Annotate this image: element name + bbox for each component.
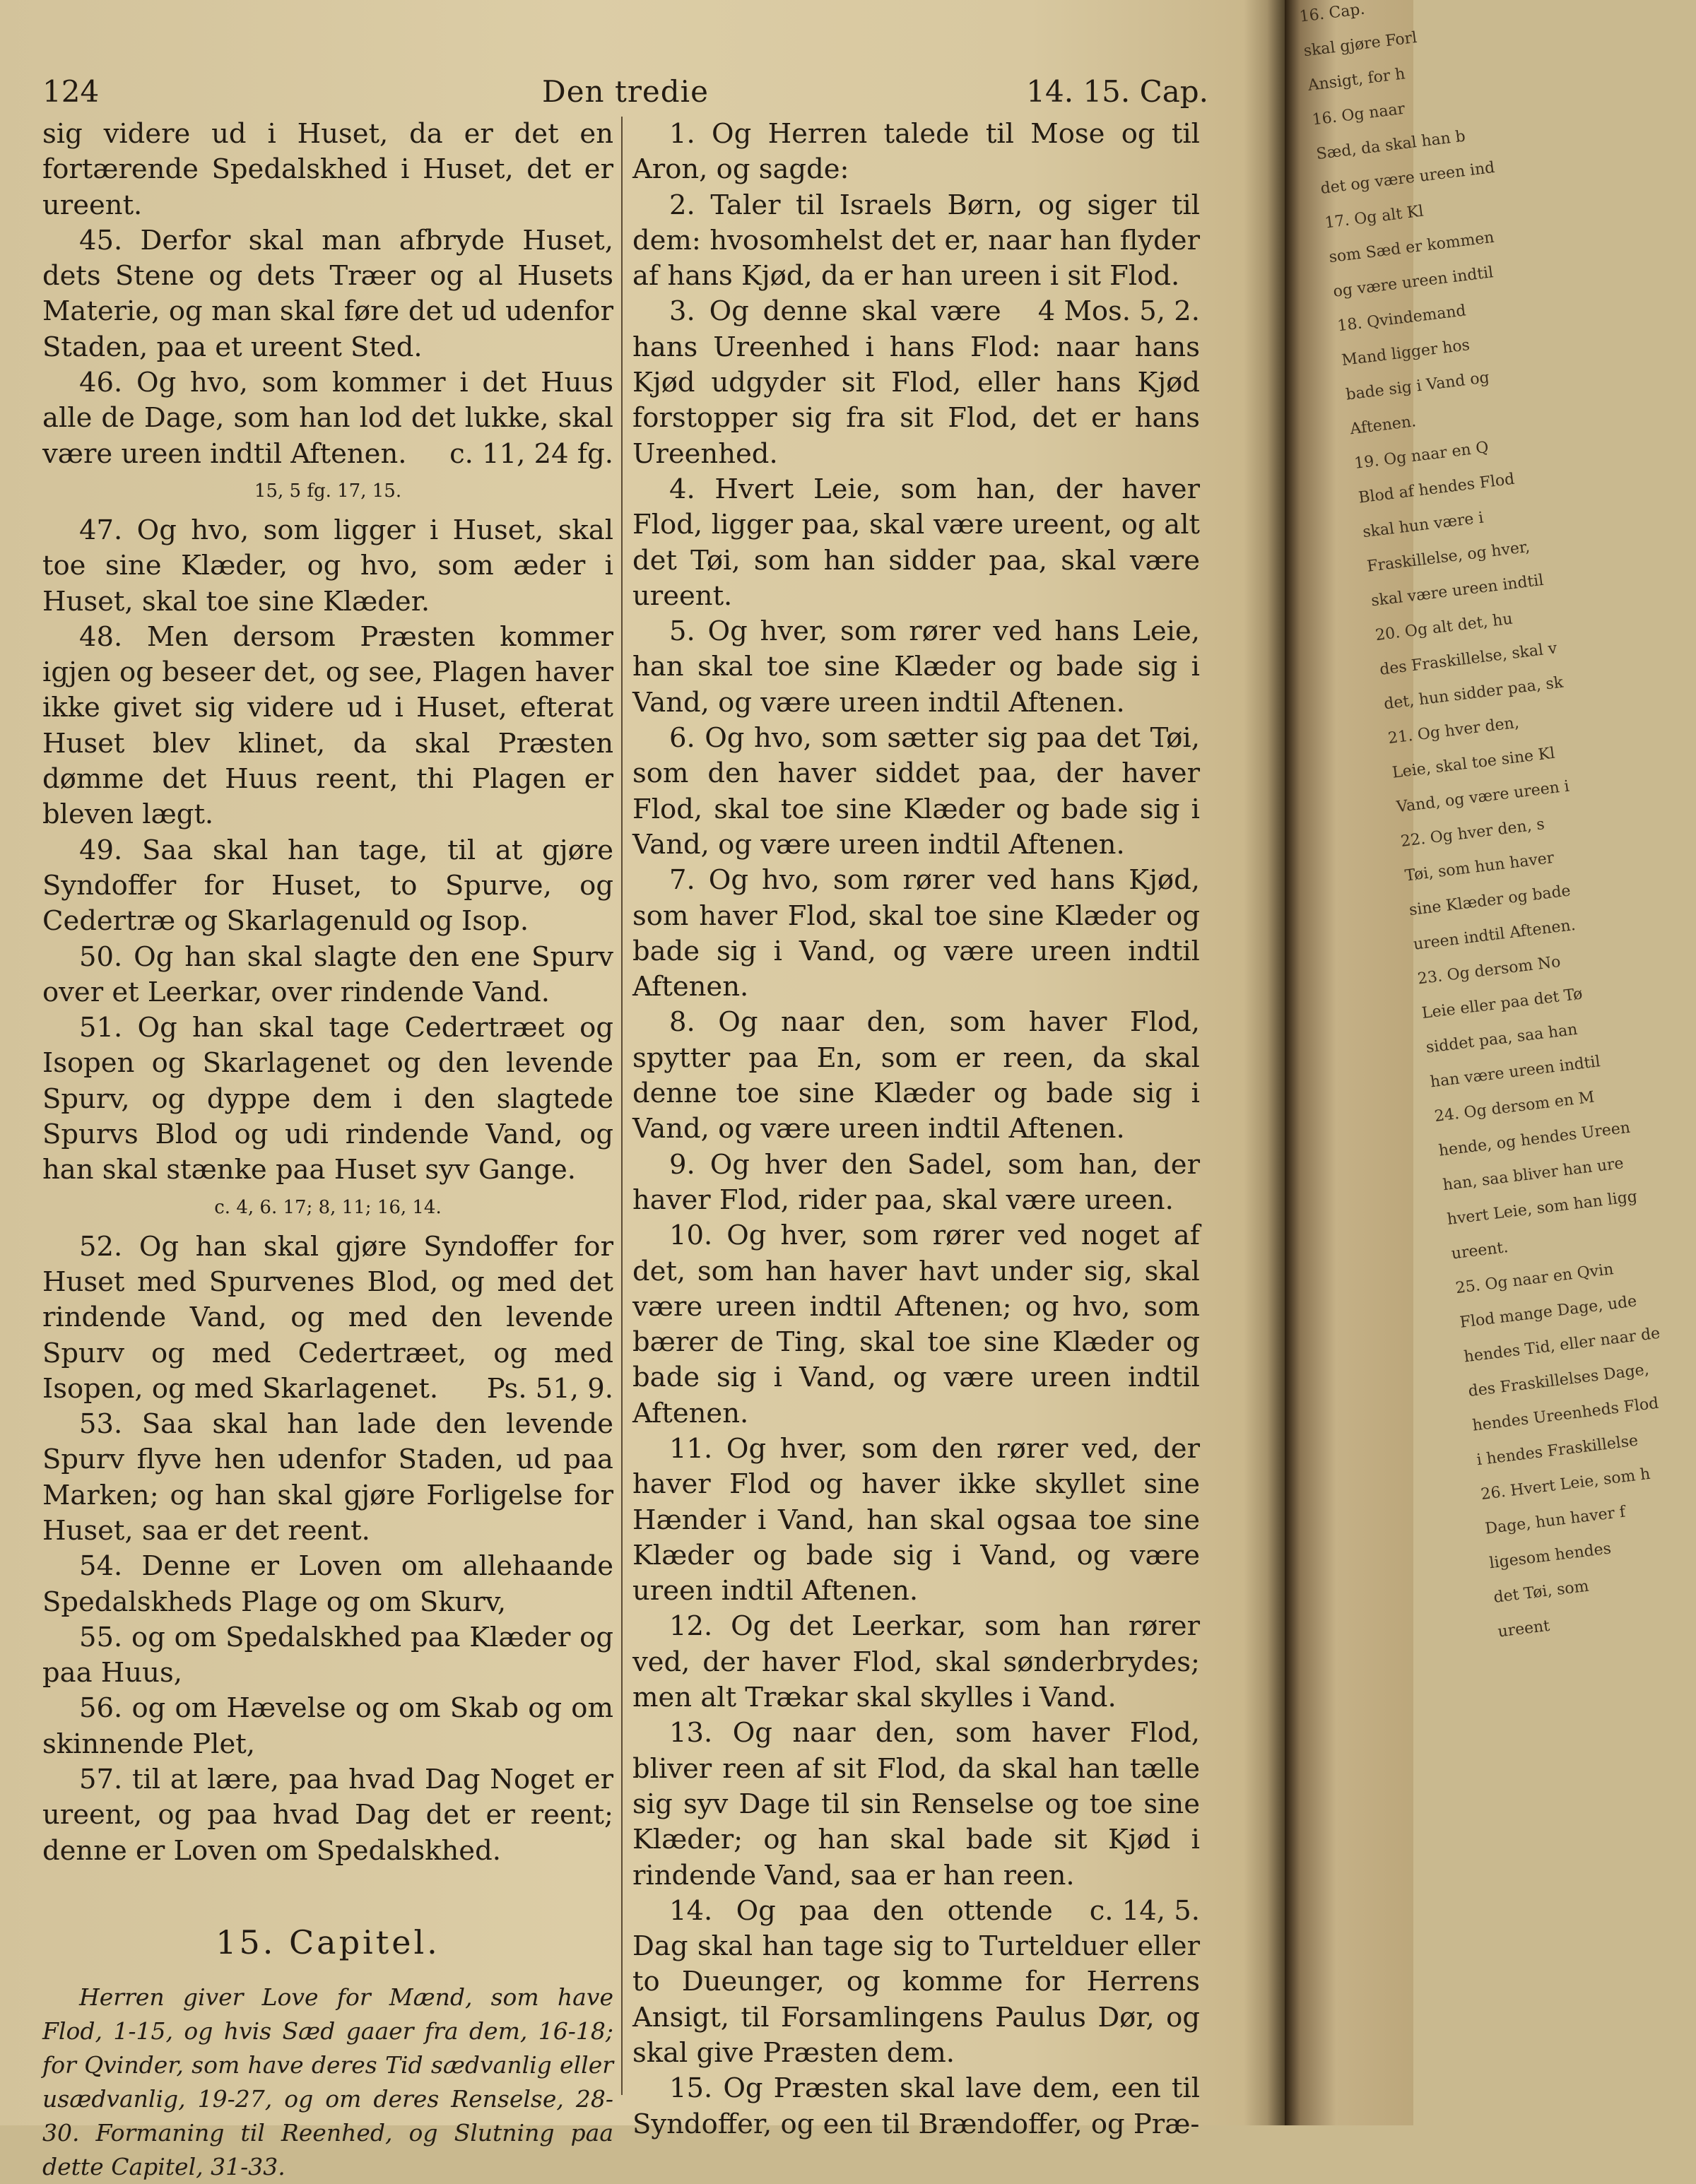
left-column — [42, 117, 613, 2184]
verse-46 — [42, 365, 613, 472]
verse-6 — [632, 721, 1200, 863]
facing-page-line: skal hun være i — [1362, 509, 1485, 542]
verse-1 — [632, 117, 1200, 188]
facing-page-line: hendes Ureenheds Flod — [1471, 1394, 1660, 1435]
facing-page-line: 22. Og hver den, s — [1399, 815, 1546, 851]
verse-number: 47. — [79, 514, 123, 546]
verse-number: 14. — [669, 1894, 713, 1927]
verse-number: 3. — [669, 295, 695, 328]
verse-text: Og naar den, som haver Flod, bliver reen af sit Flod, da skal han tælle sig syv Dage til sin Renselse og toe sine Klæder; og han skal bade sit Kjød i rindende Vand, saa er han reen. — [632, 1717, 1200, 1891]
facing-page-line: ureent — [1497, 1617, 1551, 1641]
facing-page-line: ligesom hendes — [1488, 1540, 1613, 1573]
facing-page-line: des Fraskillelses Dage, — [1467, 1360, 1650, 1401]
facing-page-line: 19. Og naar en Q — [1353, 438, 1490, 473]
verse-53 — [42, 1407, 613, 1549]
verse-number: 56. — [79, 1692, 123, 1725]
facing-page-line: Fraskillelse, og hver, — [1366, 538, 1531, 576]
verse-text: Og han skal gjøre Syndoffer for Huset med Spurvenes Blod, og med det rindende Vand, og med den levende Spurv og med Cedertræet, og med Isopen, og med Skarlagenet. — [42, 1230, 613, 1405]
chapter-reference: 14. 15. Cap. — [1026, 74, 1208, 109]
verse-text: Og hver, som rører ved hans Leie, han skal toe sine Klæder og bade sig i Vand, og være ureen indtil Aftenen. — [632, 615, 1200, 719]
facing-page-line: Vand, og være ureen i — [1395, 777, 1571, 817]
facing-page-line: Leie, skal toe sine Kl — [1391, 744, 1556, 782]
facing-page-line: Aftenen. — [1349, 413, 1418, 439]
facing-page-line: skal gjøre Forl — [1302, 28, 1418, 61]
facing-page-line: det, hun sidder paa, sk — [1382, 673, 1565, 714]
facing-page-line: Sæd, da skal han b — [1315, 127, 1467, 164]
verse-number: 11. — [669, 1432, 713, 1465]
verse-number: 45. — [79, 224, 123, 256]
facing-page-line: som Sæd er kommen — [1328, 228, 1495, 267]
verse-8 — [632, 1005, 1200, 1147]
facing-page-line: i hendes Fraskillelse — [1476, 1432, 1639, 1470]
verse-number: 57. — [79, 1764, 123, 1796]
footnote: c. 4, 6. 17; 8, 11; 16, 14. — [214, 1196, 442, 1218]
facing-page-line: 17. Og alt Kl — [1324, 202, 1425, 232]
verse-55 — [42, 1620, 613, 1692]
verse-15 — [632, 2071, 1200, 2142]
verse-number: 55. — [79, 1621, 123, 1653]
facing-page-line: bade sig i Vand og — [1345, 368, 1490, 404]
facing-page-line: ureen indtil Aftenen. — [1412, 916, 1577, 954]
facing-page-line: Tøi, som hun haver — [1403, 849, 1555, 885]
verse-number: 12. — [669, 1610, 713, 1643]
verse-text: Men dersom Præsten kommer igjen og beseer det, og see, Plagen haver ikke givet sig videre ud i Huset, efterat Huset blev klinet, da skal Præsten dømme det Huus reent, thi Plagen er bleven lægt. — [42, 620, 613, 831]
facing-page-line: og være ureen indtil — [1332, 264, 1495, 301]
verse-number: 6. — [669, 722, 695, 755]
verse-text: Og det Leerkar, som han rører ved, der haver Flod, skal sønderbrydes; men alt Trækar skal skylles i Vand. — [632, 1610, 1200, 1714]
cross-reference: Ps. 51, 9. — [486, 1372, 613, 1405]
facing-page-line: det og være ureen ind — [1319, 158, 1496, 198]
verse-text: og om Spedalskhed paa Klæder og paa Huus, — [42, 1621, 613, 1689]
verse-text: Og hvo, som ligger i Huset, skal toe sine Klæder, og hvo, som æder i Huset, skal toe sine Klæder. — [42, 514, 614, 618]
facing-page-line: Blod af hendes Flod — [1358, 470, 1516, 507]
verse-text: Hvert Leie, som han, der haver Flod, ligger paa, skal være ureent, og alt det Tøi, som han sidder paa, skal være ureent. — [632, 473, 1200, 612]
verse-number: 9. — [669, 1148, 695, 1181]
verse-number: 15. — [669, 2072, 713, 2105]
verse-text: til at lære, paa hvad Dag Noget er ureent, og paa hvad Dag det er reent; denne er Loven om Spedalskhed. — [42, 1764, 613, 1867]
verse-text: Og han skal tage Cedertræet og Isopen og Skarlagenet og den levende Spurv, og dyppe dem i den slagtede Spurvs Blod og udi rindende Vand, og han skal stænke paa Huset syv Gange. — [42, 1012, 613, 1186]
verse-4 — [632, 472, 1200, 614]
verse-12 — [632, 1609, 1200, 1716]
facing-page-line: skal være ureen indtil — [1370, 571, 1545, 610]
facing-page-line: 21. Og hver den, — [1386, 714, 1521, 748]
facing-page-line: 16. Og naar — [1311, 100, 1406, 129]
facing-page-line: Mand ligger hos — [1341, 336, 1471, 370]
page-number: 124 — [42, 74, 100, 109]
verse-number: 48. — [79, 620, 123, 653]
facing-page-line: 23. Og dersom No — [1416, 952, 1562, 988]
verse-13 — [632, 1716, 1200, 1927]
verse-number: 52. — [79, 1230, 123, 1263]
facing-page-line: det Tøi, som — [1492, 1577, 1590, 1607]
facing-page-line: han, saa bliver han ure — [1442, 1155, 1625, 1195]
verse-54 — [42, 1549, 613, 1620]
cross-reference: c. 14, 5. — [1089, 1894, 1200, 1927]
verse-number: 1. — [669, 118, 695, 150]
verse-57 — [42, 1762, 613, 1869]
verse-number: 54. — [79, 1550, 123, 1583]
verse-text: Og Herren talede til Mose og til Aron, og sagde: — [632, 118, 1200, 186]
verse-10 — [632, 1218, 1200, 1432]
verse-text: Og hver den Sadel, som han, der haver Flod, rider paa, skal være ureen. — [632, 1148, 1200, 1216]
verse-text: og om Hævelse og om Skab og om skinnende Plet, — [42, 1692, 613, 1760]
facing-page-line: han være ureen indtil — [1429, 1053, 1601, 1092]
verse-text: Og denne skal være hans Ureenhed i hans Flod: naar hans Kjød udgyder sit Flod, eller hans Kjød forstopper sig fra sit Flod, det er hans Ureenhed. — [632, 295, 1200, 470]
verse-text: Denne er Loven om allehaande Spedalskheds Plage og om Skurv, — [42, 1550, 613, 1618]
page-gutter-shadow — [1244, 0, 1286, 2125]
verse-text: Saa skal han lade den levende Spurv flyve hen udenfor Staden, ud paa Marken; og han skal gjøre Forligelse for Huset, saa er det reent. — [42, 1408, 613, 1547]
verse-number: 13. — [669, 1717, 713, 1749]
verse-number: 10. — [669, 1220, 713, 1252]
facing-page-line: 16. Cap. — [1298, 0, 1366, 26]
verse-number: 50. — [79, 940, 123, 973]
verse-number: 53. — [79, 1408, 123, 1441]
facing-page-line: siddet paa, saa han — [1425, 1020, 1579, 1057]
verse-47 — [42, 513, 613, 620]
chapter-heading: 15. Capitel. — [216, 1923, 440, 1961]
verse-number: 7. — [669, 864, 695, 897]
verse-text: Taler til Israels Børn, og siger til dem: hvosomhelst det er, naar han flyder af hans Kjød, da er han ureen i sit Flod. — [632, 189, 1200, 293]
facing-page-line: 20. Og alt det, hu — [1374, 610, 1514, 645]
chapter-summary: Herren giver Love for Mænd, som have Flod, 1-15, og hvis Sæd gaaer fra dem, 16-18; for Qvinder, som have deres Tid sædvanlig eller usædvanlig, 19-27, og om deres Renselse, 28-30. Formaning til Reenhed, og Slutning paa dette Capitel, 31-33. — [42, 1983, 613, 2180]
facing-page-line: Flod mange Dage, ude — [1459, 1292, 1638, 1332]
facing-page-line: hende, og hendes Ureen — [1437, 1118, 1632, 1160]
verse-number: 49. — [79, 834, 123, 866]
footnote: 15, 5 fg. 17, 15. — [254, 480, 402, 502]
verse-text: Og hvo, som sætter sig paa det Tøi, som den haver siddet paa, der haver Flod, skal toe sine Klæder og bade sig i Vand, og være ureen indtil Aftenen. — [632, 722, 1200, 861]
facing-page-edge — [1285, 0, 1661, 2125]
verse-48 — [42, 620, 613, 833]
verse-text: Derfor skal man afbryde Huset, dets Stene og dets Træer og al Husets Materie, og man skal føre det ud udenfor Staden, paa et ureent Sted. — [42, 224, 613, 363]
verse-text: Og paa den ottende Dag skal han tage sig to Turtelduer eller to Dueunger, og komme for Herrens Ansigt, til Forsamlingens Paulus Dør, og skal give Præsten dem. — [632, 1894, 1200, 2070]
running-title: Den tredie — [542, 74, 709, 109]
verse-text: Og naar den, som haver Flod, spytter paa En, som er reen, da skal denne toe sine Klæder og bade sig i Vand, og være ureen indtil Aftenen. — [632, 1006, 1200, 1145]
facing-page-line: des Fraskillelse, skal v — [1378, 639, 1558, 679]
verse-text: Saa skal han tage, til at gjøre Syndoffer for Huset, to Spurve, og Cedertræ og Skarlagenuld og Isop. — [42, 834, 613, 938]
facing-page-line: hendes Tid, eller naar de — [1463, 1324, 1661, 1367]
running-header — [42, 71, 1208, 113]
verse-text: Og hver, som den rører ved, der haver Flod og haver ikke skyllet sine Hænder i Vand, han skal ogsaa toe sine Klæder og bade sig i Vand, og være ureen indtil Aftenen. — [632, 1432, 1200, 1607]
verse-text: Og Præsten skal lave dem, een til Syndoffer, og een til Brændoffer, og Præ- — [632, 2072, 1201, 2140]
facing-page-line: Dage, hun haver f — [1484, 1503, 1627, 1538]
facing-page-line: sine Klæder og bade — [1408, 882, 1572, 920]
verse-49 — [42, 833, 613, 940]
verse-text: Og hver, som rører ved noget af det, som han haver havt under sig, skal være ureen indtil Aftenen; og hvo, som bærer de Ting, skal toe sine Klæder og bade sig i Vand, og være ureen indtil Aftenen. — [632, 1220, 1200, 1429]
verse-56 — [42, 1691, 613, 1762]
facing-page-line: Ansigt, for h — [1307, 65, 1406, 95]
verse-text: Og han skal slagte den ene Spurv over et Leerkar, over rindende Vand. — [42, 940, 613, 1008]
verse-number: 5. — [669, 615, 695, 648]
facing-page-line: 26. Hvert Leie, som h — [1480, 1465, 1651, 1504]
verse-45 — [42, 223, 613, 365]
facing-page-line: Leie eller paa det Tø — [1420, 985, 1584, 1023]
verse-number: 46. — [79, 367, 123, 399]
verse-52 — [42, 1229, 613, 1407]
continuation-text: sig videre ud i Huset, da er det en fortærende Spedalskhed i Huset, det er ureent. — [42, 118, 613, 221]
verse-2 — [632, 188, 1200, 328]
verse-50 — [42, 940, 613, 1011]
right-column — [632, 117, 1200, 2142]
verse-text: Og hvo, som kommer i det Huus alle de Dage, som han lod det lukke, skal være ureen indtil Aftenen. — [42, 367, 613, 470]
facing-page-line: ureent. — [1450, 1238, 1509, 1263]
facing-page-text — [1297, 0, 1683, 1649]
verse-5 — [632, 614, 1200, 721]
verse-number: 2. — [669, 189, 695, 221]
verse-9 — [632, 1147, 1200, 1219]
verse-text: Og hvo, som rører ved hans Kjød, som haver Flod, skal toe sine Klæder og bade sig i Vand, og være ureen indtil Aftenen. — [632, 864, 1200, 1003]
facing-page-line: 18. Qvindemand — [1336, 302, 1467, 336]
verse-51 — [42, 1010, 613, 1188]
cross-reference: c. 11, 24 fg. — [449, 437, 613, 470]
cross-reference: 4 Mos. 5, 2. — [1037, 295, 1200, 328]
verse-number: 51. — [79, 1012, 123, 1044]
facing-page-line: hvert Leie, som han ligg — [1446, 1188, 1639, 1229]
verse-11 — [632, 1432, 1200, 1609]
facing-page-line: 25. Og naar en Qvin — [1454, 1260, 1615, 1298]
verse-7 — [632, 863, 1200, 1005]
facing-page-line: 24. Og dersom en M — [1433, 1088, 1596, 1126]
column-divider — [621, 117, 623, 2095]
verse-number: 4. — [669, 473, 695, 505]
verse-number: 8. — [669, 1006, 695, 1039]
